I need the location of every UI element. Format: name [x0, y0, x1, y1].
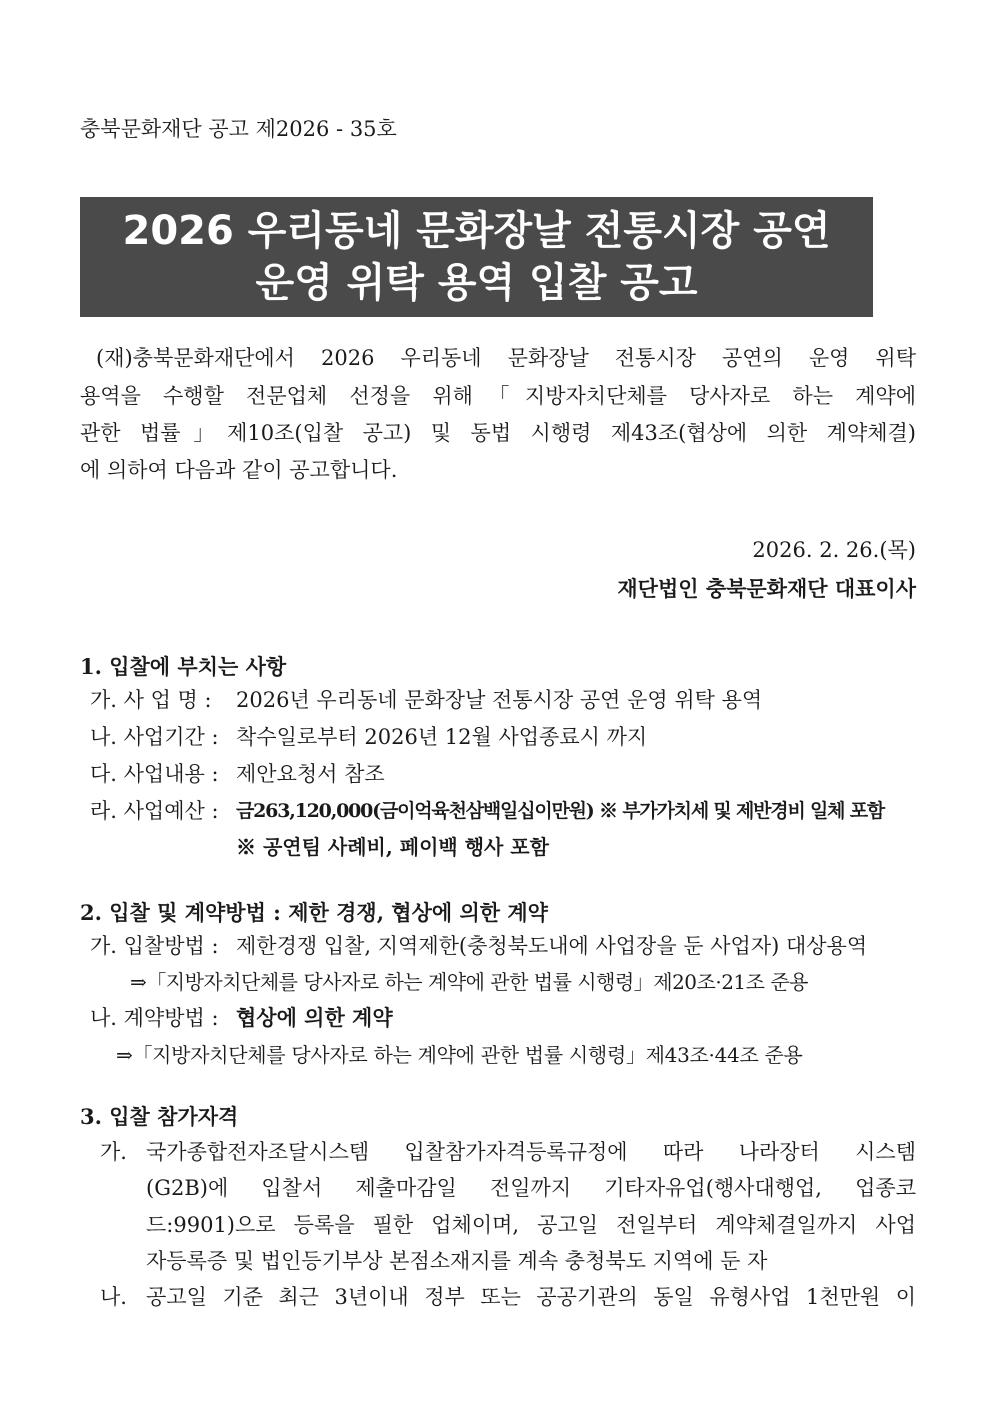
section-1-d-label: 라. 사업예산 : [90, 799, 219, 823]
notice-number: 충북문화재단 공고 제2026 - 35호 [80, 117, 397, 141]
section-3-a-label: 가. [100, 1140, 127, 1164]
section-1-a-value: 2026년 우리동네 문화장날 전통시장 공연 운영 위탁 용역 [236, 688, 763, 712]
section-2-heading-value: 제한 경쟁, 협상에 의한 계약 [288, 900, 548, 925]
section-2-a-label: 가. 입찰방법 : [90, 934, 219, 958]
section-1-heading: 1. 입찰에 부치는 사항 [80, 654, 287, 679]
section-1-b-label: 나. 사업기간 : [90, 725, 219, 749]
intro-line-1: (재)충북문화재단에서 2026 우리동네 문화장날 전통시장 공연의 운영 위탁 [96, 346, 916, 370]
section-1-d-note: ※ 공연팀 사례비, 페이백 행사 포함 [236, 835, 549, 859]
section-1-a-label: 가. 사 업 명 : [90, 688, 212, 712]
section-3-heading: 3. 입찰 참가자격 [80, 1104, 239, 1129]
intro-line-4: 에 의하여 다음과 같이 공고합니다. [80, 458, 398, 482]
document-title [80, 197, 873, 317]
intro-line-2: 용역을 수행할 전문업체 선정을 위해「지방자치단체를 당사자로 하는 계약에 [80, 384, 916, 408]
section-3-a-line-3: 드:9901)으로 등록을 필한 업체이며, 공고일 전일부터 계약체결일까지 사업 [146, 1213, 916, 1237]
issuer-name: 재단법인 충북문화재단 대표이사 [617, 576, 916, 601]
section-1-b-value: 착수일로부터 2026년 12월 사업종료시 까지 [236, 725, 648, 749]
notice-date: 2026. 2. 26.(목) [752, 538, 916, 562]
title-line-1: 2026 우리동네 문화장날 전통시장 공연 [122, 208, 831, 254]
title-line-2: 운영 위탁 용역 입찰 공고 [255, 260, 698, 306]
section-3-b-label: 나. [100, 1285, 127, 1309]
section-2-a-note: ⇒「지방자치단체를 당사자로 하는 계약에 관한 법률 시행령」제20조·21조 준용 [130, 970, 808, 994]
section-2-b-note: ⇒「지방자치단체를 당사자로 하는 계약에 관한 법률 시행령」제43조·44조 준용 [116, 1043, 803, 1067]
section-3-b-line-1: 공고일 기준 최근 3년이내 정부 또는 공공기관의 동일 유형사업 1천만원 이 [146, 1285, 916, 1309]
section-2-heading-prefix: 2. 입찰 및 계약방법 : [80, 900, 289, 925]
section-3-a-line-4: 자등록증 및 법인등기부상 본점소재지를 계속 충청북도 지역에 둔 자 [146, 1249, 768, 1273]
section-3-a-line-1: 국가종합전자조달시스템 입찰참가자격등록규정에 따라 나라장터 시스템 [146, 1140, 916, 1164]
section-1-c-label: 다. 사업내용 : [90, 762, 219, 786]
section-2-heading [80, 897, 548, 927]
section-1-d-value: 금263,120,000(금이억육천삼백일십이만원) ※ 부가가치세 및 제반경비 일체 포함 [236, 800, 885, 822]
section-3-a-line-2: (G2B)에 입찰서 제출마감일 전일까지 기타자유업(행사대행업, 업종코 [146, 1176, 916, 1200]
section-2-a-value: 제한경쟁 입찰, 지역제한(충청북도내에 사업장을 둔 사업자) 대상용역 [236, 934, 868, 958]
section-1-c-value: 제안요청서 참조 [236, 762, 385, 786]
section-2-b-value: 협상에 의한 계약 [236, 1005, 393, 1030]
intro-line-3: 관한 법률」제10조(입찰 공고) 및 동법 시행령 제43조(협상에 의한 계약체결) [80, 421, 916, 445]
section-2-b-label: 나. 계약방법 : [90, 1006, 219, 1030]
